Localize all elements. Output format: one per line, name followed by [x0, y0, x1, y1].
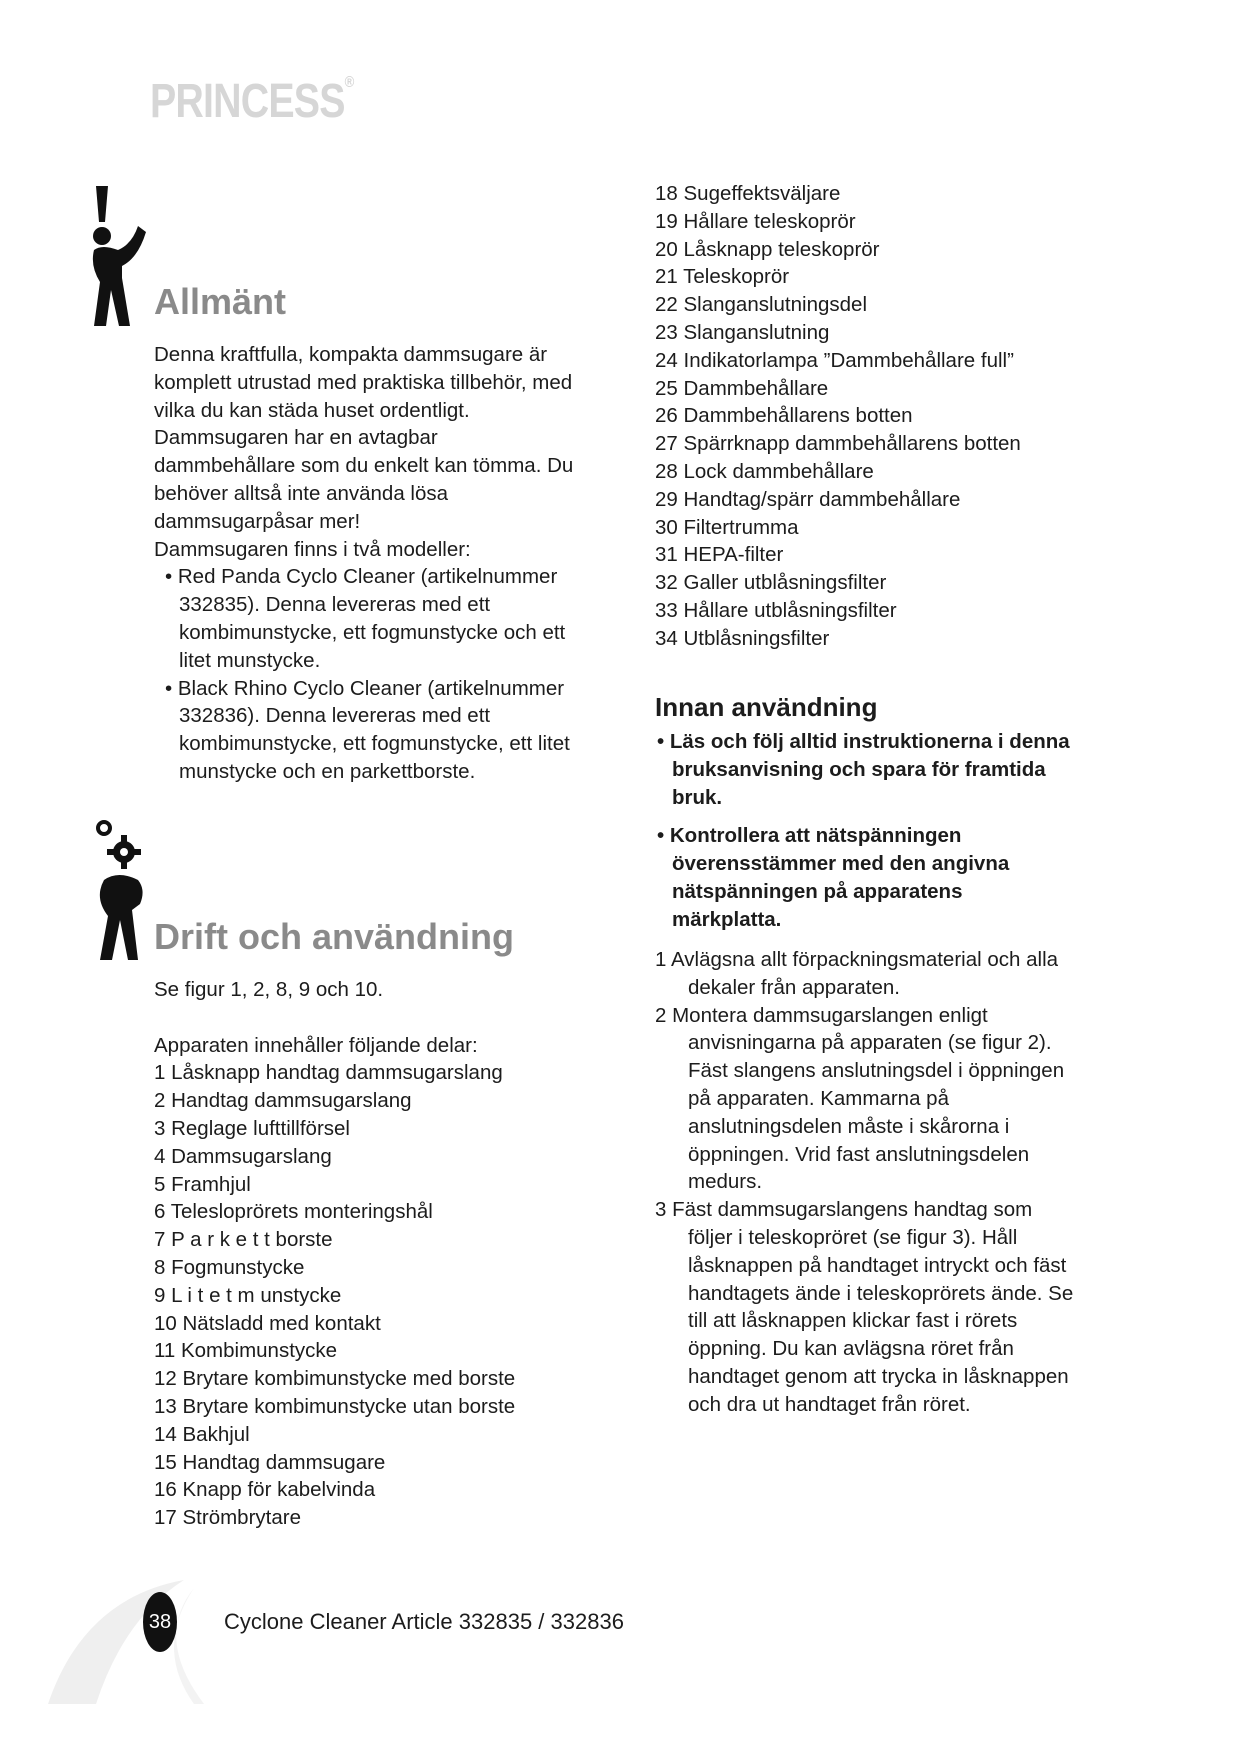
general-paragraph: Denna kraftfulla, kompakta dammsugare är komplett utrustad med praktiska tillbehör, med vilka du kan städa huset ordentligt. Dammsugaren har en avtagbar dammbehållare som du enkelt kan tömma. Du behöver alltså inte använda lösa dammsugarpåsar mer! — [154, 343, 574, 533]
parts-list-item: 20 Låsknapp teleskoprör — [655, 237, 880, 261]
general-text-block — [154, 341, 584, 786]
warning-person-icon — [88, 186, 158, 326]
section-title-operation: Drift och användning — [154, 916, 514, 957]
parts-intro: Apparaten innehåller följande delar: — [154, 1033, 478, 1057]
parts-list-item: 8 Fogmunstycke — [154, 1255, 305, 1279]
parts-list-item: 26 Dammbehållarens botten — [655, 404, 913, 428]
parts-list-item: 19 Hållare teleskoprör — [655, 209, 856, 233]
parts-list-item: 2 Handtag dammsugarslang — [154, 1089, 412, 1113]
parts-list-item: 23 Slanganslutning — [655, 320, 830, 344]
parts-list-item: 11 Kombimunstycke — [154, 1339, 338, 1363]
parts-list-item: 15 Handtag dammsugare — [154, 1450, 386, 1474]
parts-list-item: 10 Nätsladd med kontakt — [154, 1311, 381, 1335]
parts-list-item: 9 L i t e t m unstycke — [154, 1283, 342, 1307]
parts-list-item: 22 Slanganslutningsdel — [655, 293, 867, 317]
footer-swoosh-decoration — [44, 1578, 204, 1706]
parts-list-item: 5 Framhjul — [154, 1172, 251, 1196]
warnings-block — [655, 728, 1075, 934]
parts-list-item: 14 Bakhjul — [154, 1422, 250, 1446]
step-item: 2 Montera dammsugarslangen enligt anvisningarna på apparaten (se figur 2). Fäst slangens anslutningsdel i öppningen på apparaten. Kammarna på anslutningsdelen måste i skårorna i öppningen. Vrid fast anslutningsdelen medurs. — [655, 1003, 1065, 1194]
parts-list-item: 7 P a r k e t t borste — [154, 1228, 333, 1252]
parts-list-item: 32 Galler utblåsningsfilter — [655, 571, 887, 595]
brand-mark: ® — [344, 74, 354, 91]
parts-list-item: 18 Sugeffektsväljare — [655, 182, 841, 205]
see-figure-text: Se figur 1, 2, 8, 9 och 10. — [154, 978, 384, 1001]
parts-list-item: 34 Utblåsningsfilter — [655, 626, 830, 650]
parts-list-item: 6 Telesloprörets monteringshål — [154, 1200, 433, 1224]
parts-list-item: 3 Reglage lufttillförsel — [154, 1116, 350, 1140]
parts-list-item: 4 Dammsugarslang — [154, 1144, 332, 1168]
parts-list-item: 16 Knapp för kabelvinda — [154, 1478, 376, 1502]
model-item-red-panda: • Red Panda Cyclo Cleaner (artikelnummer 332835). Denna levereras med ett kombimunstycke, ett fogmunstycke och ett litet munstycke. — [165, 565, 566, 672]
parts-list-item: 12 Brytare kombimunstycke med borste — [154, 1367, 516, 1391]
parts-list-right — [655, 180, 1095, 653]
section-title-before-use: Innan användning — [655, 692, 878, 722]
parts-list-item: 31 HEPA-filter — [655, 543, 784, 567]
parts-list-item: 30 Filtertrumma — [655, 515, 799, 539]
models-intro: Dammsugaren finns i två modeller: — [154, 537, 471, 561]
page-number-badge: 38 — [143, 1592, 177, 1652]
parts-list-item: 29 Handtag/spärr dammbehållare — [655, 487, 961, 511]
parts-list-item: 28 Lock dammbehållare — [655, 459, 874, 483]
parts-list-item: 25 Dammbehållare — [655, 376, 829, 400]
parts-list-left — [154, 1059, 584, 1532]
model-item-black-rhino: • Black Rhino Cyclo Cleaner (artikelnummer 332836). Denna levereras med ett kombimunstycke, ett fogmunstycke, ett litet munstycke och en parkettborste. — [165, 676, 570, 783]
warning-item: • Läs och följ alltid instruktionerna i denna bruksanvisning och spara för framtida bruk. — [657, 730, 1070, 809]
parts-list-item: 33 Hållare utblåsningsfilter — [655, 598, 897, 622]
parts-list-item: 24 Indikatorlampa ”Dammbehållare full” — [655, 348, 1014, 372]
parts-list-item: 21 Teleskoprör — [655, 265, 790, 289]
brand-name: PRINCESS — [150, 75, 345, 128]
parts-list-item: 13 Brytare kombimunstycke utan borste — [154, 1394, 516, 1418]
gear-person-icon — [94, 820, 158, 960]
footer-text: Cyclone Cleaner Article 332835 / 332836 — [224, 1609, 624, 1634]
warning-item: • Kontrollera att nätspänningen överensstämmer med den angivna nätspänningen på apparatens märkplatta. — [657, 824, 1010, 931]
spacer — [154, 1004, 584, 1032]
parts-list-item: 1 Låsknapp handtag dammsugarslang — [154, 1061, 503, 1085]
operation-text-block — [154, 976, 584, 1532]
steps-block — [655, 946, 1075, 1419]
parts-list-item: 17 Strömbrytare — [154, 1506, 301, 1530]
parts-list-item: 27 Spärrknapp dammbehållarens botten — [655, 432, 1021, 456]
step-item: 1 Avlägsna allt förpackningsmaterial och alla dekaler från apparaten. — [655, 948, 1059, 999]
brand-logo — [150, 74, 354, 129]
step-item: 3 Fäst dammsugarslangens handtag som följer i teleskopröret (se figur 3). Håll låsknappen på handtaget intryckt och fäst handtagets ände i teleskoprörets ände. Se till att låsknappen klickar fast i rörets öppning. Du kan avlägsna röret från handtaget genom att trycka in låsknappen och dra ut handtaget från röret. — [655, 1198, 1074, 1416]
section-title-general: Allmänt — [154, 281, 287, 322]
